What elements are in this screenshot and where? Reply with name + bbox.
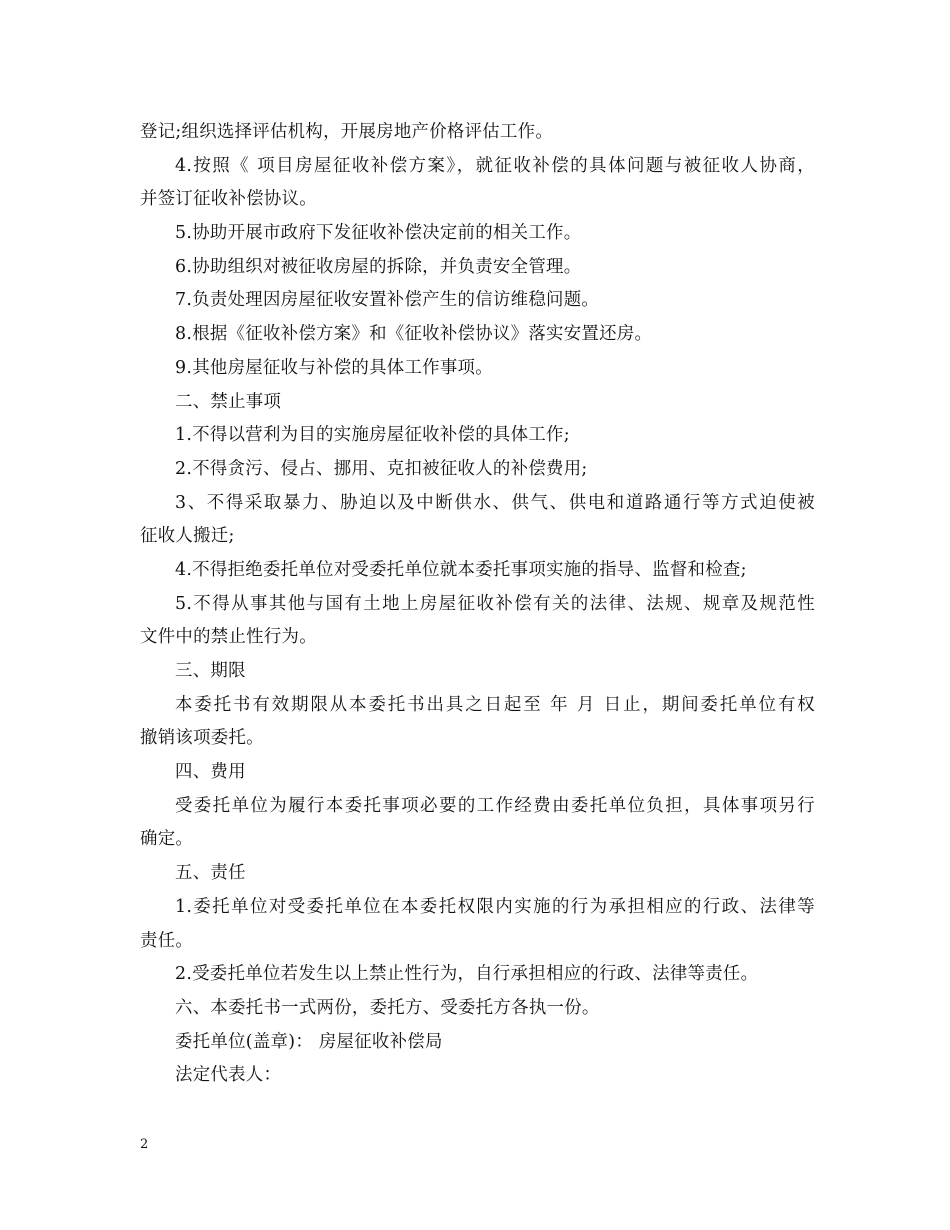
paragraph-line: 征收人搬迁; — [140, 526, 235, 547]
paragraph-line: 4.不得拒绝委托单位对受委托单位就本委托事项实施的指导、监督和检查; — [175, 559, 747, 580]
paragraph-line: 六、本委托书一式两份，委托方、受委托方各执一份。 — [175, 997, 600, 1018]
paragraph-line: 3、不得采取暴力、胁迫以及中断供水、供气、供电和道路通行等方式迫使被 — [175, 492, 815, 513]
paragraph-line: 2.不得贪污、侵占、挪用、克扣被征收人的补偿费用; — [175, 458, 588, 479]
paragraph-line: 1.委托单位对受委托单位在本委托权限内实施的行为承担相应的行政、法律等 — [175, 896, 815, 917]
paragraph-line: 7.负责处理因房屋征收安置补偿产生的信访维稳问题。 — [175, 290, 600, 311]
signature-line: 法定代表人： — [175, 1065, 282, 1086]
paragraph-line: 9.其他房屋征收与补偿的具体工作事项。 — [175, 357, 493, 378]
paragraph-line: 确定。 — [140, 829, 194, 850]
paragraph-line: 本委托书有效期限从本委托书出具之日起至 年 月 日止，期间委托单位有权 — [175, 694, 815, 715]
paragraph-line: 1.不得以营利为目的实施房屋征收补偿的具体工作; — [175, 425, 570, 446]
signature-line: 委托单位(盖章)： 房屋征收补偿局 — [175, 1031, 443, 1052]
paragraph-line: 2.受委托单位若发生以上禁止性行为，自行承担相应的行政、法律等责任。 — [175, 964, 759, 985]
section-heading: 三、期限 — [175, 661, 246, 681]
page-number: 2 — [140, 1137, 149, 1152]
paragraph-line: 4.按照《 项目房屋征收补偿方案》，就征收补偿的具体问题与被征收人协商， — [175, 155, 815, 176]
section-heading: 四、费用 — [175, 762, 246, 783]
paragraph-line: 受委托单位为履行本委托事项必要的工作经费由委托单位负担，具体事项另行 — [175, 795, 815, 816]
paragraph-line: 撤销该项委托。 — [140, 728, 264, 749]
paragraph-line: 6.协助组织对被征收房屋的拆除，并负责安全管理。 — [175, 256, 582, 277]
paragraph-line: 8.根据《征收补偿方案》和《征收补偿协议》落实安置还房。 — [175, 324, 653, 345]
paragraph-line: 5.不得从事其他与国有土地上房屋征收补偿有关的法律、法规、规章及规范性 — [175, 593, 815, 614]
paragraph-line: 文件中的禁止性行为。 — [140, 627, 317, 648]
section-heading: 二、禁止事项 — [175, 391, 282, 412]
section-heading: 五、责任 — [175, 863, 246, 884]
paragraph-line: 登记;组织选择评估机构，开展房地产价格评估工作。 — [140, 122, 554, 142]
paragraph-line: 责任。 — [140, 930, 194, 951]
paragraph-line: 并签订征收补偿协议。 — [140, 189, 317, 210]
paragraph-line: 5.协助开展市政府下发征收补偿决定前的相关工作。 — [175, 223, 582, 244]
document-body — [140, 116, 815, 1093]
